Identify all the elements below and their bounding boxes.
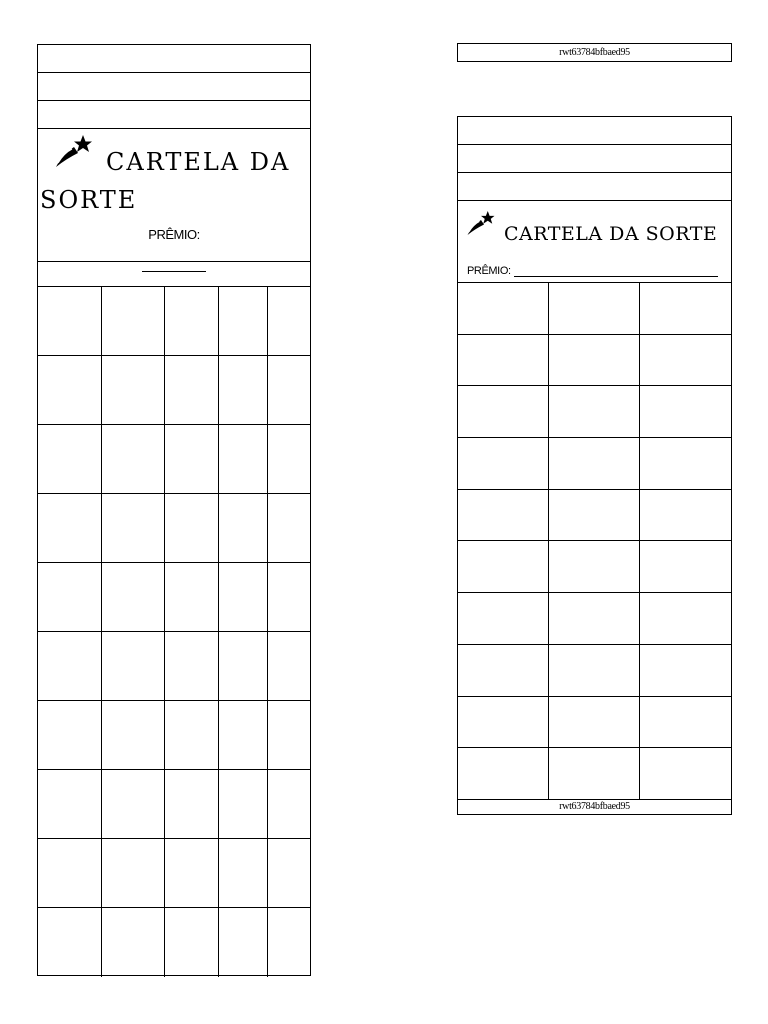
grid-cell xyxy=(549,541,640,593)
card-header xyxy=(38,129,310,287)
grid-cell xyxy=(165,356,219,425)
grid-cell xyxy=(458,593,549,645)
prize-line xyxy=(38,252,310,262)
grid-cell xyxy=(640,593,731,645)
grid-cell xyxy=(458,645,549,697)
grid-cell xyxy=(219,908,268,977)
grid-cell xyxy=(102,425,165,494)
grid-cell xyxy=(219,632,268,701)
prize-field xyxy=(467,265,718,277)
grid-cell xyxy=(102,839,165,908)
prize-label: PRÊMIO: xyxy=(467,265,511,277)
grid-cell xyxy=(102,287,165,356)
shooting-star-icon xyxy=(466,209,496,237)
grid-cell xyxy=(549,490,640,542)
grid-cell xyxy=(640,386,731,438)
grid-cell xyxy=(268,287,310,356)
grid-cell xyxy=(219,839,268,908)
grid-cell xyxy=(38,632,102,701)
grid-cell xyxy=(219,425,268,494)
grid-cell xyxy=(549,283,640,335)
grid-cell xyxy=(640,541,731,593)
grid-cell xyxy=(38,770,102,839)
grid-cell xyxy=(549,386,640,438)
grid-cell xyxy=(640,490,731,542)
number-grid xyxy=(458,283,731,800)
grid-cell xyxy=(268,908,310,977)
grid-cell xyxy=(640,748,731,800)
grid-cell xyxy=(102,908,165,977)
grid-cell xyxy=(219,701,268,770)
prize-line-short xyxy=(142,262,206,272)
grid-cell xyxy=(38,701,102,770)
grid-cell xyxy=(165,563,219,632)
grid-cell xyxy=(268,494,310,563)
number-grid xyxy=(38,287,310,977)
prize-line xyxy=(514,267,718,277)
blank-row xyxy=(458,145,731,173)
grid-cell xyxy=(38,356,102,425)
grid-cell xyxy=(102,770,165,839)
grid-cell xyxy=(549,593,640,645)
grid-cell xyxy=(165,770,219,839)
card-footer-code: rwt63784bfbaed95 xyxy=(559,800,630,812)
grid-cell xyxy=(640,438,731,490)
grid-cell xyxy=(102,632,165,701)
grid-cell xyxy=(549,645,640,697)
grid-cell xyxy=(458,541,549,593)
grid-cell xyxy=(165,494,219,563)
grid-cell xyxy=(268,425,310,494)
grid-cell xyxy=(102,494,165,563)
grid-cell xyxy=(102,701,165,770)
bingo-card-left xyxy=(37,44,311,976)
grid-cell xyxy=(219,563,268,632)
grid-cell xyxy=(268,770,310,839)
card-title: CARTELA DA SORTE xyxy=(504,223,718,245)
grid-cell xyxy=(458,335,549,387)
grid-cell xyxy=(219,356,268,425)
grid-cell xyxy=(38,494,102,563)
grid-cell xyxy=(458,283,549,335)
grid-cell xyxy=(458,490,549,542)
grid-cell xyxy=(102,563,165,632)
grid-cell xyxy=(640,697,731,749)
grid-cell xyxy=(165,632,219,701)
grid-cell xyxy=(549,335,640,387)
grid-cell xyxy=(458,697,549,749)
grid-cell xyxy=(38,563,102,632)
grid-cell xyxy=(268,356,310,425)
grid-cell xyxy=(268,839,310,908)
grid-cell xyxy=(640,283,731,335)
blank-row xyxy=(38,45,310,73)
blank-row xyxy=(458,117,731,145)
blank-row xyxy=(458,173,731,201)
grid-cell xyxy=(219,494,268,563)
grid-cell xyxy=(549,697,640,749)
card-code: rwt63784bfbaed95 xyxy=(457,43,732,62)
grid-cell xyxy=(165,701,219,770)
grid-cell xyxy=(458,748,549,800)
grid-cell xyxy=(268,701,310,770)
grid-cell xyxy=(268,563,310,632)
grid-cell xyxy=(165,287,219,356)
grid-cell xyxy=(38,908,102,977)
shooting-star-icon xyxy=(54,133,94,169)
card-title: CARTELA DA SORTE xyxy=(40,148,291,214)
grid-cell xyxy=(549,438,640,490)
grid-cell xyxy=(38,425,102,494)
grid-cell xyxy=(165,425,219,494)
grid-cell xyxy=(640,335,731,387)
grid-cell xyxy=(549,748,640,800)
grid-cell xyxy=(38,287,102,356)
grid-cell xyxy=(165,839,219,908)
grid-cell xyxy=(458,438,549,490)
grid-cell xyxy=(38,839,102,908)
grid-cell xyxy=(102,356,165,425)
bingo-card-right xyxy=(457,116,732,815)
grid-cell xyxy=(219,287,268,356)
prize-label: PRÊMIO: xyxy=(148,227,200,242)
blank-row xyxy=(38,101,310,129)
grid-cell xyxy=(219,770,268,839)
grid-cell xyxy=(640,645,731,697)
grid-cell xyxy=(268,632,310,701)
card-header xyxy=(458,201,731,283)
grid-cell xyxy=(165,908,219,977)
blank-row xyxy=(38,73,310,101)
grid-cell xyxy=(458,386,549,438)
